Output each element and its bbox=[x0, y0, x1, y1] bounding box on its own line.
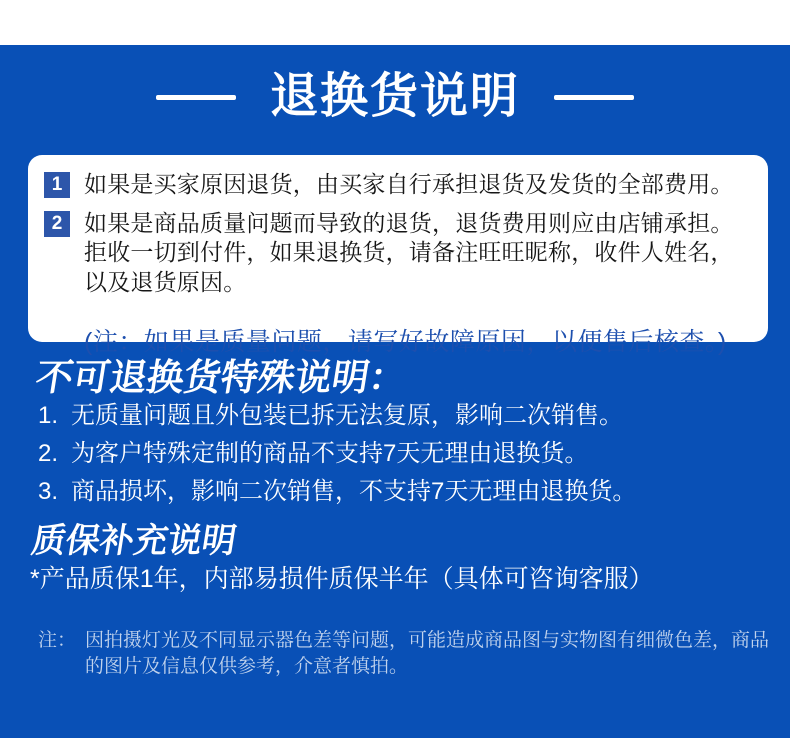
title-dash-left bbox=[156, 95, 236, 100]
footer-disclaimer bbox=[38, 628, 790, 679]
policy-item-2-text: 如果是商品质量问题而导致的退货，退货费用则应由店铺承担。拒收一切到付件，如果退换货，请备注旺旺昵称，收件人姓名，以及退货原因。 bbox=[84, 209, 734, 295]
no-return-item-2-num: 2. bbox=[38, 439, 59, 467]
policy-item-1 bbox=[44, 170, 750, 199]
policy-card bbox=[28, 155, 768, 357]
no-return-item-2-text: 为客户特殊定制的商品不支持7天无理由退换货。 bbox=[71, 439, 589, 467]
warranty-heading-wrap: 质保补充说明 bbox=[28, 522, 240, 561]
no-return-item-3-num: 3. bbox=[38, 477, 59, 505]
footer-disclaimer-label: 注： bbox=[38, 630, 77, 652]
page-title: 退换货说明 bbox=[269, 70, 520, 123]
no-return-item-1-num: 1. bbox=[38, 402, 59, 430]
policy-item-2-badge: 2 bbox=[44, 211, 70, 237]
blue-panel bbox=[0, 45, 790, 738]
no-return-heading-wrap: 不可退换货特殊说明： bbox=[32, 357, 410, 399]
title-banner bbox=[0, 72, 790, 122]
quality-issue-note: (注：如果是质量问题，请写好故障原因，以便售后核查。) bbox=[84, 328, 727, 357]
no-return-item-1-text: 无质量问题且外包装已拆无法复原，影响二次销售。 bbox=[71, 402, 623, 430]
no-return-item-3 bbox=[38, 478, 790, 506]
no-return-item-3-text: 商品损坏，影响二次销售，不支持7天无理由退换货。 bbox=[71, 477, 637, 505]
footer-disclaimer-text: 因拍摄灯光及不同显示器色差等问题，可能造成商品图与实物图有细微色差，商品的图片及信息仅供参考，介意者慎拍。 bbox=[85, 630, 770, 677]
policy-item-1-badge: 1 bbox=[44, 172, 70, 198]
policy-item-1-text: 如果是买家原因退货，由买家自行承担退货及发货的全部费用。 bbox=[84, 171, 734, 198]
no-return-item-1 bbox=[38, 402, 790, 430]
top-white-strip bbox=[0, 0, 790, 45]
title-dash-right bbox=[554, 95, 634, 100]
no-return-list bbox=[38, 402, 790, 505]
no-return-item-2 bbox=[38, 440, 790, 468]
warranty-text: *产品质保1年，内部易损件质保半年（具体可咨询客服） bbox=[30, 565, 654, 594]
policy-item-2 bbox=[44, 209, 750, 297]
